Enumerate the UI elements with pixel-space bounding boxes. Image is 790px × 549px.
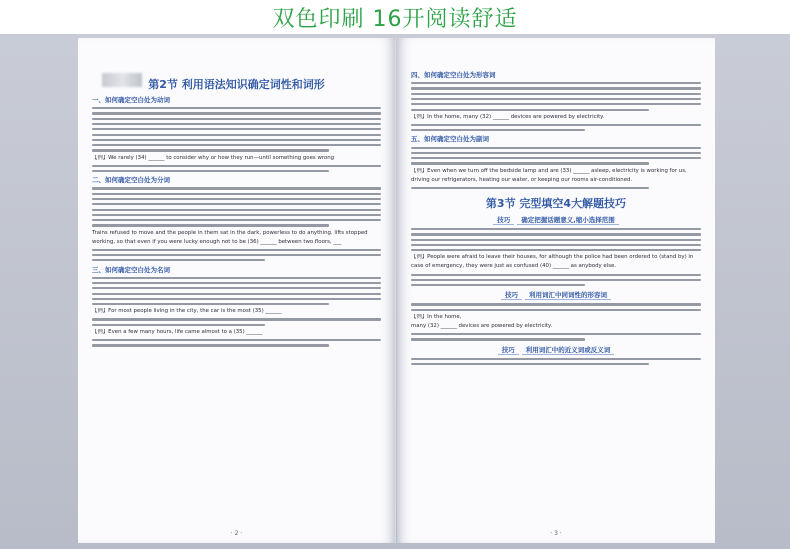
technique-heading bbox=[411, 215, 701, 225]
example-sentence: 【例】People were afraid to leave their houses, for although the police had been ordered to (stand by) in bbox=[411, 254, 694, 261]
left-page bbox=[78, 38, 396, 543]
body-text-block bbox=[411, 333, 701, 340]
section-heading-verb: 一、如何确定空白处为动词 bbox=[92, 96, 170, 104]
body-text-block bbox=[411, 187, 701, 189]
technique-title: 利用词汇中同词性的形容词 bbox=[525, 290, 611, 300]
example-sentence: 【例】We rarely (34) ______ to consider why or how they run—until something goes wrong bbox=[92, 154, 335, 161]
example-sentence: 【例】In the home, many (32) ______ devices are powered by electricity. bbox=[411, 113, 605, 120]
body-text-block bbox=[92, 277, 381, 306]
body-text-block bbox=[411, 358, 701, 365]
body-text-block bbox=[92, 107, 381, 151]
technique-label: 技巧 bbox=[498, 345, 519, 355]
right-page-title: 第3节 完型填空4大解题技巧 bbox=[485, 196, 627, 210]
example-sentence: driving our refrigerators, heating our water, or keeping our rooms air-conditioned. bbox=[411, 176, 633, 183]
technique-label: 技巧 bbox=[493, 215, 514, 225]
page-number: · 2 · bbox=[230, 530, 243, 537]
section-heading-participle: 二、如何确定空白处为分词 bbox=[92, 176, 170, 185]
banner-title: 双色印刷 16开阅读舒适 bbox=[272, 6, 518, 32]
body-text-block bbox=[411, 82, 701, 111]
technique-heading bbox=[411, 345, 701, 355]
technique-heading bbox=[411, 290, 701, 300]
body-text-block bbox=[92, 318, 381, 325]
body-text-block bbox=[92, 249, 381, 262]
example-sentence: 【例】Even when we turn off the bedside lamp and are (33) ______ asleep, electricity is working for us, bbox=[411, 167, 687, 174]
body-text-block bbox=[411, 274, 701, 287]
section-heading-noun: 三、如何确定空白处为名词 bbox=[92, 265, 170, 274]
technique-label: 技巧 bbox=[501, 290, 522, 300]
section-heading-adjective: 四、如何确定空白处为形容词 bbox=[411, 71, 496, 79]
technique-title: 利用词汇中的近义词或反义词 bbox=[522, 345, 615, 355]
technique-title: 确定把握话题意义,缩小选择范围 bbox=[517, 215, 618, 225]
page-number: · 3 · bbox=[550, 530, 562, 537]
example-sentence: Trains refused to move and the people in them sat in the dark, powerless to do anything. lifts stopped bbox=[92, 229, 368, 236]
book-spread bbox=[0, 34, 790, 549]
body-text-block bbox=[411, 303, 701, 310]
body-text-block bbox=[411, 228, 701, 251]
body-text-block bbox=[411, 147, 701, 165]
example-sentence: 【例】For most people living in the city, the car is the most (35) ______ bbox=[92, 308, 282, 315]
example-sentence: 【例】Even a few many hours, life came almost to a (35) ______ bbox=[92, 329, 263, 335]
body-text-block bbox=[92, 165, 381, 172]
example-sentence: working, so that even if you were lucky enough not to be (36) ______ between two floors, ___ bbox=[92, 238, 342, 245]
example-sentence: case of emergency, they were just as confused (40) ______ as anybody else. bbox=[411, 263, 617, 270]
left-page-title: 第2节 利用语法知识确定词性和词形 bbox=[148, 78, 325, 91]
example-sentence: many (32) ______ devices are powered by electricity. bbox=[411, 322, 553, 329]
right-page bbox=[397, 38, 715, 543]
example-sentence: 【例】In the home, bbox=[411, 313, 462, 320]
body-text-block bbox=[411, 124, 701, 131]
body-text-block bbox=[92, 339, 381, 346]
section-heading-adverb: 五、如何确定空白处为副词 bbox=[411, 135, 489, 144]
body-text-block bbox=[92, 187, 381, 226]
